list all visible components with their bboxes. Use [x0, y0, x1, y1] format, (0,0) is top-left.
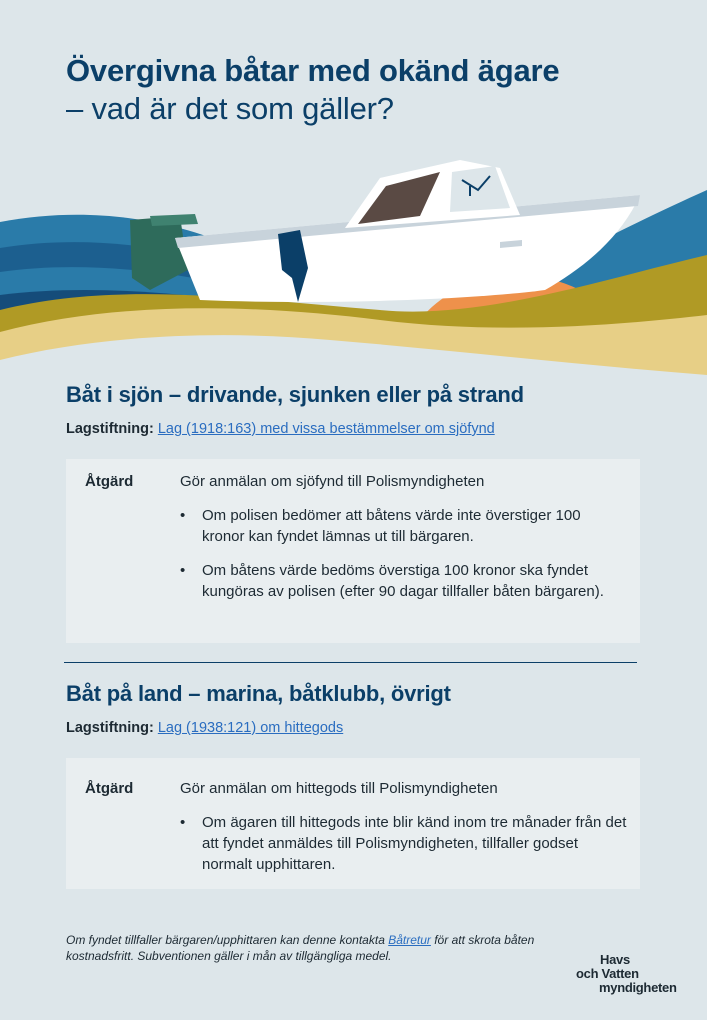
section2-law-link[interactable]: Lag (1938:121) om hittegods [157, 720, 344, 736]
page-title [66, 52, 666, 128]
list-item: • Om polisen bedömer att båtens värde inte överstiger 100 kronor kan fyndet lämnas ut till bärgaren. [180, 505, 620, 547]
batretur-link[interactable]: Båtretur [388, 933, 431, 947]
section1-action-main: Gör anmälan om sjöfynd till Polismyndigheten [180, 473, 485, 490]
section1-law-label: Lagstiftning: [66, 421, 154, 437]
footnote [66, 932, 546, 964]
section1-action-label: Åtgärd [85, 473, 134, 490]
section2-bullet-list [180, 812, 630, 888]
title-subtitle: – vad är det som gäller? [66, 91, 394, 126]
section2-heading: Båt på land – marina, båtklubb, övrigt [66, 681, 451, 706]
section1-action-box [66, 459, 640, 643]
section2-action-main: Gör anmälan om hittegods till Polismyndigheten [180, 780, 498, 797]
section2-action-label: Åtgärd [85, 780, 134, 797]
list-item: • Om båtens värde bedöms överstiga 100 kronor ska fyndet kungöras av polisen (efter 90 dagar tillfaller båten bärgaren). [180, 560, 620, 602]
havs-och-vatten-logo [576, 953, 677, 995]
section1-bullet-list [180, 505, 620, 615]
section2-law-label: Lagstiftning: [66, 720, 154, 736]
logo-line2: och Vatten [576, 966, 639, 981]
section1-law-row [66, 421, 495, 437]
logo-line1: Havs [600, 952, 630, 967]
boat-illustration [0, 150, 707, 380]
section2-law-row [66, 720, 343, 736]
list-item: • Om ägaren till hittegods inte blir känd inom tre månader från det att fyndet anmäldes till Polismyndigheten, tillfaller godset normalt upphittaren. [180, 812, 630, 875]
section1-law-link[interactable]: Lag (1918:163) med vissa bestämmelser om sjöfynd [157, 421, 495, 437]
footnote-text-after: för att skrota båten kostnadsfritt. Subventionen gäller i mån av tillgängliga medel. [66, 933, 535, 963]
section-divider [64, 662, 637, 663]
footnote-text-before: Om fyndet tillfaller bärgaren/upphittaren kan denne kontakta [66, 933, 389, 947]
title-main: Övergivna båtar med okänd ägare [66, 53, 560, 88]
section1-heading: Båt i sjön – drivande, sjunken eller på strand [66, 382, 524, 407]
logo-line3: myndigheten [599, 980, 677, 995]
section2-action-box [66, 758, 640, 889]
